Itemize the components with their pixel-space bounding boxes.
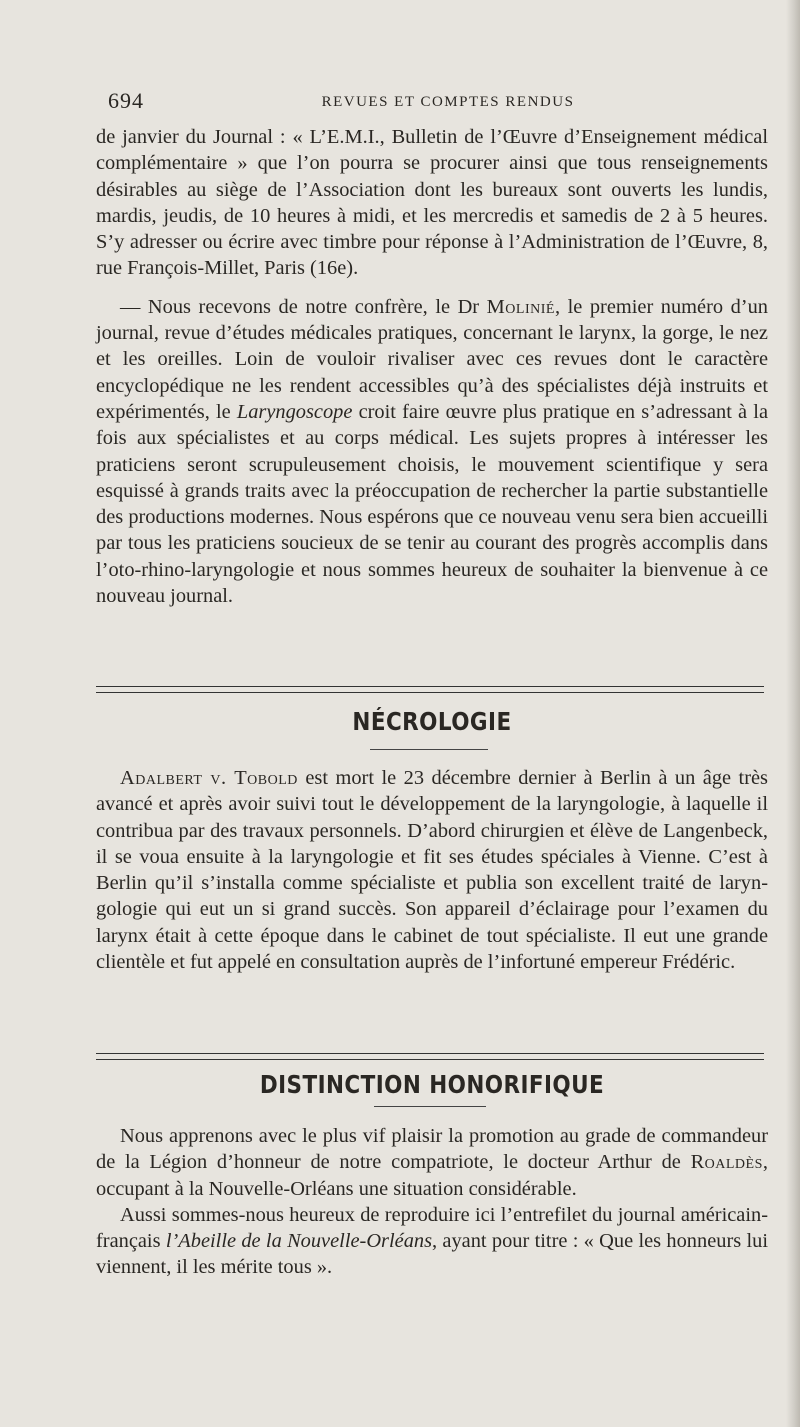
section-heading-distinction: DISTINCTION HONORIFIQUE	[259, 1070, 605, 1099]
person-name-tobold: Adalbert v. Tobold	[120, 767, 298, 789]
heading-underline	[370, 749, 488, 750]
running-title: REVUES ET COMPTES RENDUS	[321, 94, 575, 110]
paragraph-laryngoscope-start: — Nous recevons de notre confrère, le Dr	[120, 295, 487, 318]
journal-title-abeille: l’Abeille de la Nouvelle-Orléans	[165, 1230, 433, 1253]
page-edge-shadow	[786, 0, 800, 1427]
page-number: 694	[108, 88, 144, 113]
paragraph-abeille-end: , ayant pour titre : « Que les honneurs lui viennent, il les mérite tous ».	[96, 1230, 768, 1279]
paragraph-promotion	[96, 1123, 768, 1202]
paragraph-laryngoscope	[96, 294, 768, 610]
paragraph-abeille	[96, 1202, 768, 1281]
paragraph-promotion-start: Nous apprenons avec le plus vif plaisir la promotion au grade de commandeur de la Légion d’honneur de notre compatriote, le docteur Arthur de	[96, 1125, 768, 1174]
paragraph-emi-bulletin: de janvier du Journal : « L’E.M.I., Bulletin de l’Œuvre d’Enseignement médical complémentaire » que l’on pourra se procurer ainsi que tous renseignements désirables au siège de l’Association dont les bureaux sont ouverts les lundis, mardis, jeudis, de 10 heures à midi, et les mercredis et samedis de 2 à 5 heures. S’y adresser ou écrire avec timbre pour réponse à l’Administration de l’Œuvre, 8, rue François-Millet, Paris (16e).	[96, 126, 768, 280]
section-heading-necrologie: NÉCROLOGIE	[352, 707, 512, 736]
paragraph-laryngoscope-end: croit faire œuvre plus pratique en s’adressant à la fois aux spécialistes et au corps médical. Les sujets propres à intéresser les praticiens seront scrupuleusement choisis, le mouvement scientifique y sera esquissé à grands traits avec la préoccupation de rechercher la partie substantielle des productions modernes. Nous espérons que ce nouveau venu sera bien accueilli par tous les praticiens soucieux de se tenir au courant des progrès accomplis dans l’oto-rhino-laryngologie et nous sommes heureux de souhaiter la bienvenue à ce nouveau journal.	[96, 400, 768, 608]
paragraph-abeille-start: Aussi sommes-nous heureux de reproduire ici l’entrefilet du journal américain-français	[96, 1203, 768, 1253]
paragraph-tobold-obituary	[96, 765, 768, 975]
person-name-molinie: Molinié	[486, 295, 555, 318]
journal-title-laryngoscope: Laryngoscope	[236, 400, 353, 423]
necrologie-text-block	[96, 765, 768, 975]
running-header	[108, 88, 768, 118]
heading-underline	[374, 1106, 486, 1107]
distinction-text-block	[96, 1123, 768, 1281]
obituary-text: est mort le 23 décembre dernier à Berlin à un âge très avancé et après avoir suivi tout le développement de la laryngologie, à laquelle il contribua par des travaux personnels. D’abord chirurgien et élève de Langenbeck, il se voua ensuite à la laryngologie et fit ses études spéciales à Vienne. C’est à Berlin qu’il s’installa comme spécialiste et publia son excellent traité de laryngologie qui eut un si grand succès. Son appareil d’éclairage pour l’examen du larynx était à cette époque dans le cabinet de tout spécialiste. Il eut une grande clientèle et fut appelé en consultation auprès de l’infortuné empereur Frédéric.	[96, 767, 768, 974]
continued-text-block	[96, 124, 768, 609]
section-divider-double-rule	[96, 1053, 764, 1060]
section-divider-double-rule	[96, 686, 764, 693]
person-name-roaldes: Roaldès	[690, 1151, 763, 1174]
paragraph-promotion-end: , occupant à la Nouvelle-Orléans une situation considérable.	[96, 1151, 768, 1200]
paragraph-laryngoscope-mid: , le premier numéro d’un journal, revue d’études médicales pratiques, concernant le larynx, la gorge, le nez et les oreilles. Loin de vouloir rivaliser avec ces revues dont le caractère encyclopédique ne les rendent accessibles qu’à des spécialistes déjà instruits et expérimentés, le	[96, 295, 768, 423]
